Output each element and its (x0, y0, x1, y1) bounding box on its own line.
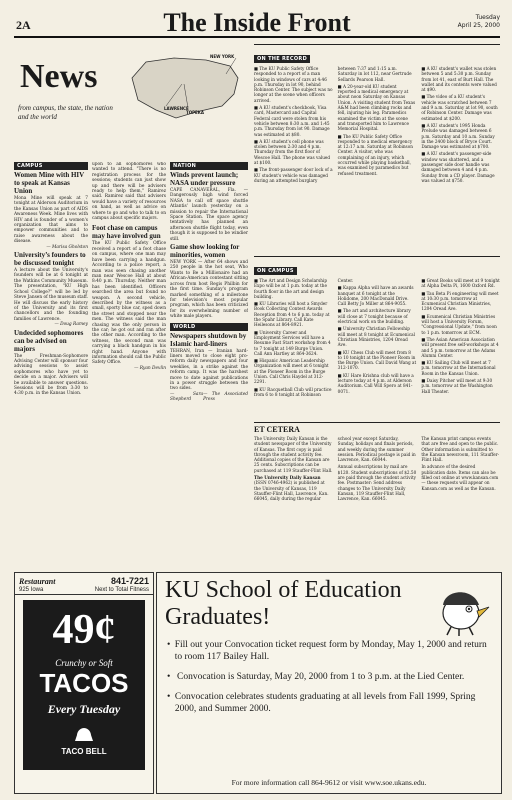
campus-story-1: Mona Mine will speak at 7 tonight at Alderson Auditorium in the Kansas Union as part of AIDS Awareness Week. Mine lives with HIV and is founder of a women's organization that aims to empower communities and to raise awareness about the disease. (14, 196, 88, 245)
map-label-lawrence: LAWRENCE (164, 106, 189, 111)
world-story: TEHRAN, Iran — Iranian hard-liners moved to close eight pro-reform daily newspapers and four weeklies, in a strike against the reform camp. It was the harshest move to date against publications in a power struggle between the two sides. (170, 348, 248, 392)
taco-ad-top (15, 573, 153, 586)
map-label-new-york: NEW YORK (210, 54, 235, 59)
on-the-record (254, 44, 500, 253)
taco-ad-price: 49¢ (52, 607, 116, 653)
campus-headline-1: Women Mine with HIV to speak at Kansas Union (14, 171, 85, 195)
record-section-label: ON THE RECORD (254, 55, 310, 63)
world-bylines: — Sara Shepherd — The Associated Press (170, 391, 248, 403)
jayhawk-icon (429, 579, 491, 637)
campus-column (14, 162, 88, 568)
nation-story-1: CAPE CANAVERAL, Fla. — Dangerously high wind forced NASA to call off space shuttle Atlantis' launch yesterday on a mission to repair the International Space Station. The space agency tentatively has planned an afternoon shuttle flight today, even though it is supposed to be windier still. (170, 188, 248, 242)
taco-bell-icon (74, 727, 94, 743)
issue-date: Tuesday April 25, 2000 (457, 14, 500, 29)
campus-column-2 (92, 162, 166, 568)
record-items: ■ The KU Public Safety Office responded to a report of a man looking in windows of cars at 4:46 p.m. Thursday in lot 90, behind Robinson Center. The subject was no longer at the scene when officers arrived. ■ A KU student's checkbook, Visa card, Mastercard and Capital Federal card were stolen from his vehicle between 8:30 a.m. and 1:45 p.m. Thursday from lot 90. Damage was estimated at $80. ■ A KU student's cell phone was stolen between 2:30 and 4 p.m. Thursday from the first floor of Wescoe Hall. The phone was valued at $100. ■ The front-passenger door lock of a KU student's vehicle was damaged during an attempted burglary between 7:37 and 1:15 a.m. Saturday in lot 112, near Gertrude Sellards Pearson Hall. ■ A 20-year-old KU student reported a medical emergency at about noon Saturday on Kansas Union. A visiting student from Texas A&M had been climbing rocks and fell, injuring his leg. Paramedics examined the victim at the scene and transported him to Lawrence Memorial Hospital. ■ The KU Public Safety Office responded to a medical emergency at 12:17 a.m. Saturday at Robinson Center. A visitor, who was complaining of an injury, which occurred while playing basketball, was examined by paramedics but refused treatment. ■ A KU student's wallet was stolen between 5 and 5:30 p.m. Sunday from lot 41, east of Burt Hall. The wallet and its contents were valued at $90. ■ The video of a KU student's vehicle was scratched between 7 and 9 a.m. Saturday at lot 90, south of Robinson Center. Damage was estimated at $200. ■ A KU student's 1995 Honda Prelude was damaged between 6 p.m. Saturday and 10 a.m. Sunday in the 2400 block of Bryce Court. Damage was estimated at $700. ■ A KU student's passenger-side window was shattered, and a passenger side door handle was damaged between 4 and 4 p.m. Sunday from a CD player. Damage was valued at $750. (254, 66, 498, 183)
us-map-graphic (126, 48, 244, 128)
ku-ad-bullet-1: • Fill out your Convocation ticket request form by Monday, May 1, 2000 and return to room 117 Bailey Hall. (167, 640, 487, 662)
campus-byline-1: — Marisa Gholston (46, 244, 88, 250)
campus-section-label: CAMPUS (14, 162, 88, 170)
taco-ad-phone: 841-7221 (110, 576, 149, 586)
nation-section-label: NATION (170, 162, 248, 170)
campus-story-2: A lecture about the University's founders will be at 6 tonight at the Watkins Community Museum. The presentation, "KU High School College?" will be led by Steve Jansen of the museum staff. He will discuss the early history of the University and its first chancellors and the founding families of Lawrence. (14, 268, 88, 322)
page-number: 2A (16, 18, 31, 32)
et-cetera (254, 422, 500, 569)
etcetera-title: ET CETERA (254, 425, 300, 434)
nation-headline-1: Winds prevent launch; NASA under pressure (170, 171, 239, 187)
nation-headline-2: Game show looking for minorities, women (170, 243, 240, 260)
oncampus-items: ■ The Art and Design Scholarship Expo will be at 1 p.m. today at the fourth floor in the art and design building. ■ KU Libraries will host a Smyder Book Collecting Contest Awards Reception from 4 to 6 p.m. today at the Spahr Library. Call Kate Heilesons at 864-8921. ■ University Career and Employment Services will have a Resume Fast Start workshop from 4 to 7 tonight at 149 Burge Union. Call Ann Hartley at 864-3624. ■ Hispanic American Leadership Organization will meet at 6 tonight at the Pioneer Room in the Burge Union. Call Chris Haydel at 312-2291. ■ KU Racquetball Club will practice from 6 to 8 tonight at Robinson Center. ■ Kappa Alpha will have an awards banquet at 6 tonight at the Holidome, 200 MacDonald Drive. Call Betty Jo Miller at 864-9055. ■ The art and architecture library will close at 7 tonight because of electrical work on the building. ■ University Christian Fellowship will meet at 8 tonight at Ecumenical Christian Ministries, 1204 Oread Ave. ■ KU Chess Club will meet from 8 to 10 tonight at the Pioneer Room in the Burge Union. Call David Wang at 312-1070. ■ KU Hare Krishna club will have a lecture today at 4 p.m. at Alderson Auditorium. Call Will Spero at 841-0071. ■ Great Books will meet at 9 tonight at Alpha Delta Pi, 1600 Oxford Rd. ■ Tau Beta Pi engineering will meet at 10:30 p.m. tomorrow at Ecumenical Christian Ministries, 1204 Oread Ave. ■ Ecumenical Christian Ministries will host a University Forum, "Congressional Update," from noon to 1 p.m. tomorrow at ECM. ■ The Asian American Association will present free self-workshops at 4 and 5 p.m. tomorrow at the Adams Alumni Center. ■ KU Sailing Club will meet at 7 p.m. tomorrow at the International Room in the Kansas Union. ■ Daisy Pitcher will meet at 9:30 p.m. tomorrow at the Washington Hall Theater. (254, 278, 500, 397)
col2-story-top: upon to all sophomores who wanted to attend. "There is no registration process for the sessions; students can just show up and there will be advisers ready to help them," Ramirez said. Ramirez said that advisers would have a variety of resources on hand, as well as advice on where to go and who to talk to on campus about specific majors. (92, 162, 166, 222)
page-header (14, 8, 500, 38)
news-title: News (20, 58, 98, 95)
ku-ad-title: KU School of Education Graduates! (165, 577, 402, 630)
campus-story-3: The Freshman-Sophomore Advising Center will sponsor four advising sessions to assist sophomores who have yet to decide on a major. Advisers will be available to answer questions. Sessions will be from 3:30 to 4:30 p.m. in the Kansas Union. (14, 353, 88, 397)
campus-headline-2: University’s founders to be discussed tonight (14, 251, 86, 268)
ku-education-ad (156, 572, 502, 794)
nation-world-column (170, 162, 248, 568)
col2-story: The KU Public Safety Office received a report of a foot chase on campus, where one man may have been carrying a handgun. According to a police report, a man was seen chasing another man near Wescoe Hall at about 8:40 p.m. Thursday. Neither man has been identified. Officers searched the area but found no weapon. A second vehicle, described by the witness as a small, sporty blue car, sped down the street and stopped near the men. The witness said the man chasing was the only person in the car; he got out and ran after the other man. According to the witness, the second man was carrying a black handgun in his right hand. Anyone with information should call the Public Safety Office. (92, 241, 166, 366)
taco-bell-ad (14, 572, 154, 794)
map-label-topeka: TOPEKA (186, 110, 204, 115)
world-headline: Newspapers shutdown by Islamic hard-liners (170, 331, 247, 348)
campus-byline-2: — Doug Ramey (54, 322, 88, 328)
ku-ad-footer: For more information call 864-9612 or visit www.soe.ukans.edu. (231, 778, 427, 787)
taco-ad-brand: TACO BELL (61, 747, 107, 756)
taco-ad-logo: Restaurant (19, 576, 56, 586)
on-campus (254, 256, 500, 419)
col2-headline: Foot chase on campus may have involved gun (92, 224, 161, 241)
ku-ad-bullets (167, 639, 491, 715)
taco-ad-item: TACOS (39, 668, 129, 698)
campus-headline-3: Undecided sophomores can be advised on majors (14, 328, 84, 353)
page-title: The Inside Front (163, 8, 351, 37)
nation-story-2: NEW YORK — After 64 shows and 250 people in the hot seat, Who Wants to Be a Millionaire had an African-American contestant sitting across from host Regis Philbin for the first time. Sunday's program marked something of a milestone for television's most popular program, which has been criticized for its overwhelming number of white male players. (170, 260, 248, 320)
taco-ad-crunchy: Crunchy or Soft (55, 658, 113, 668)
ku-ad-bullet-2: • Convocation is Saturday, May 20, 2000 from 1 to 3 p.m. at the Lied Center. (167, 672, 465, 682)
col2-byline: — Ryan Devlin (134, 365, 166, 371)
etcetera-text: The University Daily Kansan is the student newspaper of the University of Kansas. The first copy is paid through the student activity fee. Additional copies of the Kansan are 25 cents. Subscriptions can be purchased at 119 Stauffer-Flint Hall. The University Daily Kansan (ISSN 0746-4962) is published at the University of Kansas, 119 Stauffer-Flint Hall, Lawrence, Kan. 66045, daily during the regular school year except Saturday, Sunday, holidays and finals periods, and weekly during the summer session. Periodical postage is paid in Lawrence, Kan. 66044. Annual subscriptions by mail are $120. Student subscriptions of $2.50 are paid through the student activity fee. Postmaster: Send address changes to The University Daily Kansan, 119 Stauffer-Flint Hall, Lawrence, Kan. 66045. The Kansan print campus events that are free and open to the public. Other information is submitted to the Kansan newsroom, 111 Stauffer-Flint Hall. In advance of the desired publication date. Items can also be filled out online at www.kansan.com — these requests will appear on Kansan.com as well as the Kansan. (254, 436, 500, 502)
taco-ad-panel (23, 600, 145, 770)
news-masthead (14, 44, 246, 160)
news-subtitle: from campus, the state, the nation and the world (18, 104, 113, 121)
taco-ad-every: Every Tuesday (47, 702, 121, 716)
ku-ad-bullet-3: • Convocation celebrates students graduating at all levels from Fall 1999, Spring 2000, and Summer 2000. (167, 692, 476, 714)
taco-ad-address: 925 Iowa Next to Total Fitness (15, 586, 153, 595)
world-section-label: WORLD (170, 323, 248, 331)
oncampus-section-label: ON CAMPUS (254, 267, 297, 275)
